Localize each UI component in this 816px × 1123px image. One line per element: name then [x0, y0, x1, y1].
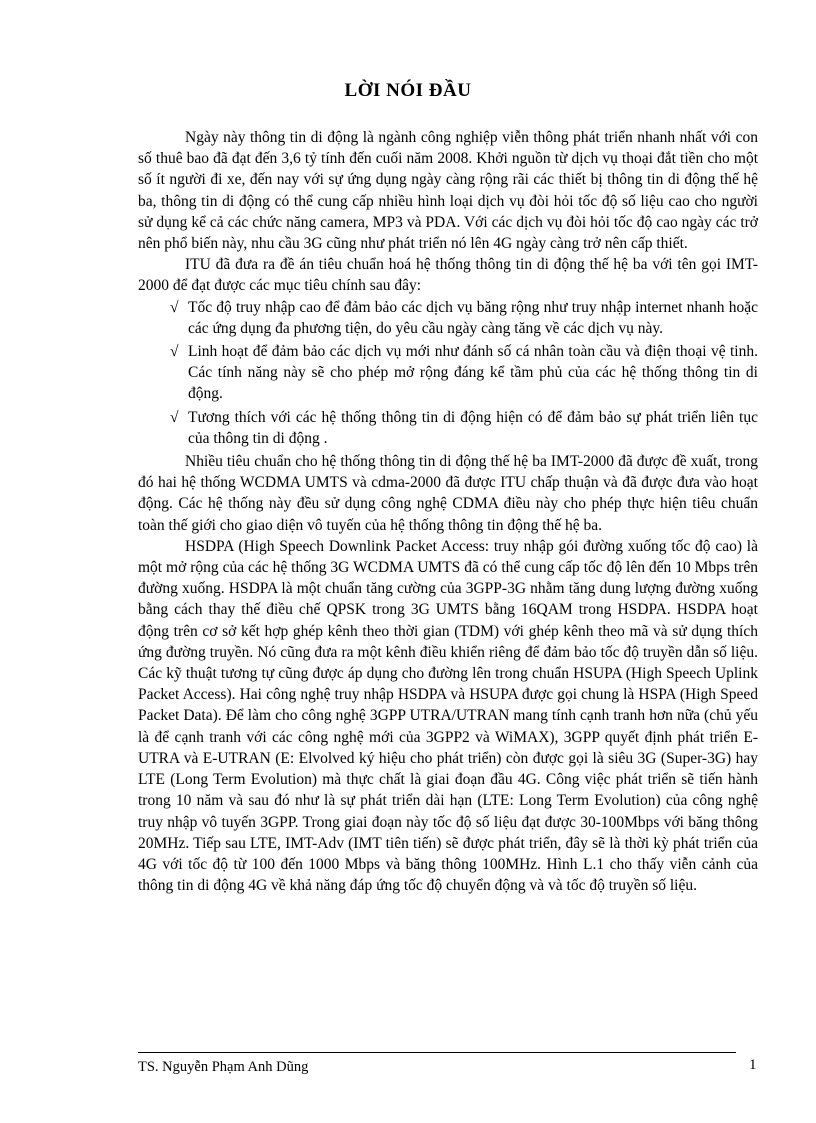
- paragraph-itu: ITU đã đưa ra đề án tiêu chuẩn hoá hệ thống thông tin di động thế hệ ba với tên gọi IMT-2000 để đạt được các mục tiêu chính sau đây:: [138, 256, 758, 295]
- check-mark-icon: √: [170, 298, 179, 316]
- page-number: 1: [749, 1057, 757, 1073]
- footer-author: TS. Nguyễn Phạm Anh Dũng: [138, 1059, 309, 1075]
- list-item: [138, 341, 758, 405]
- paragraph-hsdpa: HSDPA (High Speech Downlink Packet Access: truy nhập gói đường xuống tốc độ cao) là một mở rộng của các hệ thống 3G WCDMA UMTS đã có thể cung cấp tốc độ lên đến 10 Mbps trên đường xuống. HSDPA là một chuẩn tăng cường của 3GPP-3G nhằm tăng dung lượng đường xuống bằng cách thay thế điều chế QPSK trong 3G UMTS bằng 16QAM trong HSDPA. HSDPA hoạt động trên cơ sở kết hợp ghép kênh theo thời gian (TDM) với ghép kênh theo mã và sử dụng thích ứng đường truyền. Nó cũng đưa ra một kênh điều khiển riêng để đảm bảo tốc độ truyền dẫn số liệu. Các kỹ thuật tương tự cũng được áp dụng cho đường lên trong chuẩn HSUPA (High Speech Uplink Packet Access). Hai công nghệ truy nhập HSDPA và HSUPA được gọi chung là HSPA (High Speed Packet Data). Để làm cho công nghệ 3GPP UTRA/UTRAN mang tính cạnh tranh hơn nữa (chủ yếu là để cạnh tranh với các công nghệ mới của 3GPP2 và WiMAX), 3GPP quyết định phát triển E-UTRA và E-UTRAN (E: Elvolved ký hiệu cho phát triển) còn được gọi là siêu 3G (Super-3G) hay LTE (Long Term Evolution) mà thực chất là giai đoạn đầu 4G. Công việc phát triển sẽ tiến hành trong 10 năm và sau đó như là sự phát triển dài hạn (LTE: Long Term Evolution) của công nghệ truy nhập vô tuyến 3GPP. Trong giai đoạn này tốc độ số liệu đạt được 30-100Mbps với băng thông 20MHz. Tiếp sau LTE, IMT-Adv (IMT tiên tiến) sẽ được phát triển, đây sẽ là thời kỳ phát triển của 4G với tốc độ từ 100 đến 1000 Mbps và băng thông 100MHz. Hình L.1 cho thấy viễn cảnh của thông tin di động 4G về khả năng đáp ứng tốc độ chuyển động và và tốc độ truyền số liệu.: [138, 537, 758, 895]
- list-item: [138, 297, 758, 339]
- check-mark-icon: √: [170, 343, 179, 361]
- paragraph-intro: Ngày này thông tin di động là ngành công nghiệp viễn thông phát triển nhanh nhất với con số thuê bao đã đạt đến 3,6 tỷ tính đến cuối năm 2008. Khởi nguồn từ dịch vụ thoại đắt tiền cho một số ít người đi xe, đến nay với sự ứng dụng ngày càng rộng rãi các thiết bị thông tin di động thế hệ ba, thông tin di động có thể cung cấp nhiều hình loại dịch vụ đòi hỏi tốc độ số liệu cao cho người sử dụng kể cả các chức năng camera, MP3 và PDA. Với các dịch vụ đòi hỏi tốc độ cao ngày các trở nên phổ biến này, nhu cầu 3G cũng như phát triển nó lên 4G ngày càng trở nên cấp thiết.: [138, 129, 758, 253]
- list-item: [138, 407, 758, 449]
- page-title: LỜI NÓI ĐẦU: [344, 80, 472, 101]
- list-item-text: Tương thích với các hệ thống thông tin di động hiện có để đảm bảo sự phát triển liên tục của thông tin di động .: [188, 408, 758, 447]
- list-item-text: Tốc độ truy nhập cao để đảm bảo các dịch vụ băng rộng như truy nhập internet nhanh hoặc các ứng dụng đa phương tiện, do yêu cầu ngày càng tăng về các dịch vụ này.: [188, 298, 758, 337]
- objectives-list: [138, 297, 758, 449]
- footer-divider: [138, 1052, 736, 1053]
- document-body: [138, 127, 758, 896]
- list-item-text: Linh hoạt để đảm bảo các dịch vụ mới như đánh số cá nhân toàn cầu và điện thoại vệ tinh. Các tính năng này sẽ cho phép mở rộng đáng kể tầm phủ của các hệ thống thông tin di động.: [188, 343, 758, 403]
- check-mark-icon: √: [170, 408, 179, 426]
- paragraph-standards: Nhiều tiêu chuẩn cho hệ thống thông tin di động thế hệ ba IMT-2000 đã được đề xuất, trong đó hai hệ thống WCDMA UMTS và cdma-2000 đã được ITU chấp thuận và đã được đưa vào hoạt động. Các hệ thống này đều sử dụng công nghệ CDMA điều này cho phép thực hiện tiêu chuẩn toàn thế giới cho giao diện vô tuyến của hệ thống thông tin động thế hệ ba.: [138, 453, 758, 534]
